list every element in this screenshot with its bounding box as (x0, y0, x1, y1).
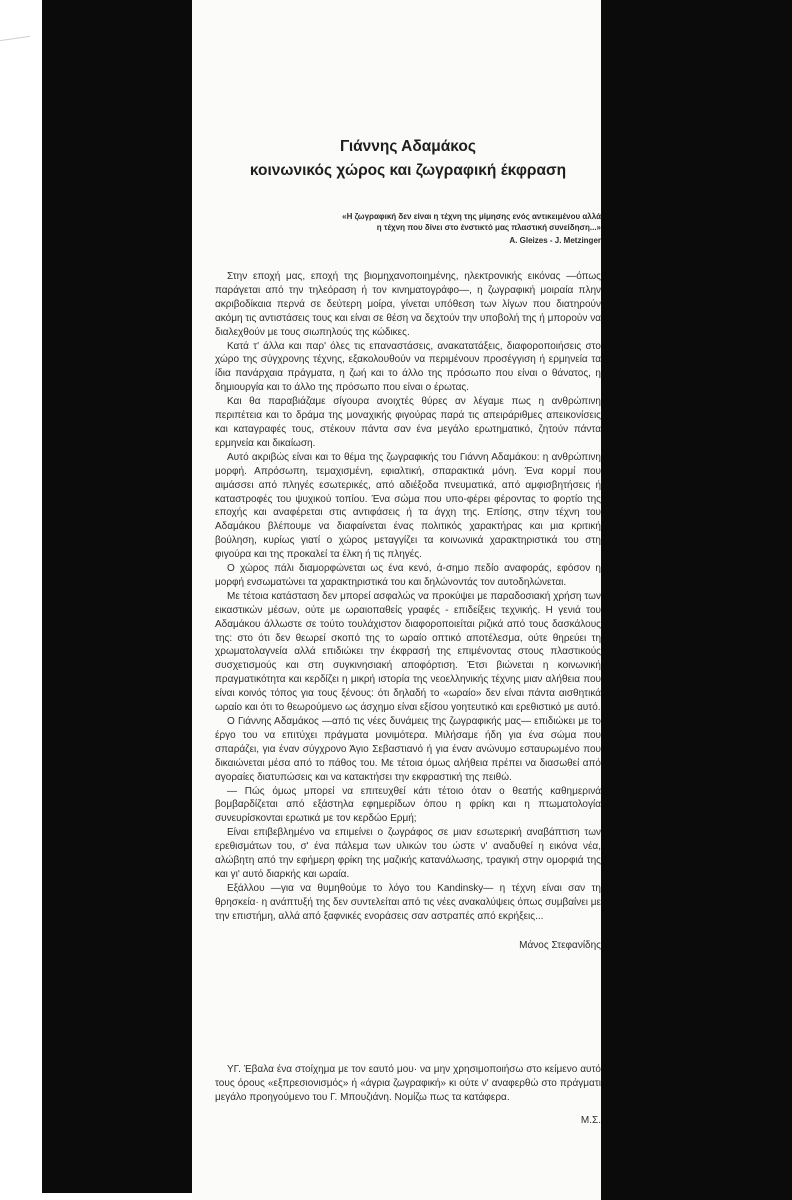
paragraph: Στην εποχή μας, εποχή της βιομηχανοποιημένης, ηλεκτρονικής εικόνας —όπως παράγεται από την τηλεόραση ή τον κινηματογράφο—, η ζωγραφική μοιραία πλην ακριβοδίκαια περνά σε δεύτερη μοίρα, γίνεται υπόθεση των λίγων που διατηρούν ακόμη τις αντιστάσεις τους και είναι σε θέση να δεχτούν την υποβολή της ή μπορούν να διαλεχθούν με τους σιωπηλούς της κώδικες. (215, 271, 601, 338)
paragraph: Και θα παραβιάζαμε σίγουρα ανοιχτές θύρες αν λέγαμε πως η ανθρώπινη περιπέτεια και το δράμα της μοναχικής φιγούρας παρά τις απειράριθμες απεικονίσεις και καταγραφές τους, στέκουν πάντα σαν ένα μεγάλο ερωτηματικό, ζητούν πάντα ερμηνεία και δικαίωση. (215, 396, 601, 449)
paragraph: Αυτό ακριβώς είναι και το θέμα της ζωγραφικής του Γιάννη Αδαμάκου: η ανθρώπινη μορφή. Απρόσωπη, τεμαχισμένη, εφιαλτική, σπαρακτικά μόνη. Ένα κορμί που αιμάσσει από πληγές εσωτερικές, από αδιέξοδα πνευματικά, από αμφισβητήσεις ή καταστροφές του ψυχικού τοπίου. Ένα σώμα που υπο-φέρει φέροντας το φορτίο της εποχής και αναφέρεται στις αντιφάσεις ή τα άγχη της. Επίσης, στην τέχνη του Αδαμάκου βλέπουμε να διαφαίνεται ένας πολιτικός χαρακτήρας και μια κριτική βούληση, κυρίως γιατί ο χώρος μεταγγίζει τα κοινωνικά χαρακτηριστικά του στη φιγούρα και της προκαλεί τα έλκη ή τις πληγές. (215, 451, 601, 561)
article-title (215, 135, 601, 183)
paragraph: — Πώς όμως μπορεί να επιτευχθεί κάτι τέτοιο όταν ο θεατής καθημερινά βομβαρδίζεται από εξάστηλα εφημερίδων όπου η φρίκη και η πτωματολογία συνευρίσκονται ερωτικά με τον κερδώο Ερμή; (215, 785, 601, 825)
paragraph: Κατά τ' άλλα και παρ' όλες τις επαναστάσεις, ανακατατάξεις, διαφοροποιήσεις στο χώρο της σύγχρονης τέχνης, εξακολουθούν να περιμένουν προσέγγιση ή ερμηνεία τα ίδια πανάρχαια πράγματα, η ζωή και το άλλο της πρόσωπο που είναι ο θάνατος, η δημιουργία και το άλλο της πρόσωπο που είναι ο έρωτας. (215, 340, 601, 394)
paragraph: Εξάλλου —για να θυμηθούμε το λόγο του Kandinsky— η τέχνη είναι σαν τη θρησκεία· η ανάπτυξή της δεν συντελείται από τις νέες ανακαλύψεις όπως συμβαίνει με την επιστήμη, αλλά από ξαφνικές ενοράσεις σαν αστραπές από εκρήξεις... (215, 882, 601, 922)
epigraph-line-1: «Η ζωγραφική δεν είναι η τέχνη της μίμησης ενός αντικειμένου αλλά (342, 212, 601, 221)
scan-mark (0, 36, 30, 41)
paragraph: Είναι επιβεβλημένο να επιμείνει ο ζωγράφος σε μιαν εσωτερική αναβάπτιση των ερεθισμάτων του, σ' ένα πάλεμα των υλικών του ώστε ν' αναδυθεί η εικόνα νέα, αλώβητη από την εφήμερη φρίκη της μαζικής κατανάλωσης, τραγική στην ομορφιά της και γι' αυτό διαρκής και ωραία. (215, 827, 601, 880)
left-black-band (42, 0, 192, 1193)
author-signature: Μάνος Στεφανίδης (519, 939, 601, 951)
postscript (215, 1063, 601, 1126)
paragraph: Ο χώρος πάλι διαμορφώνεται ως ένα κενό, ά-σημο πεδίο αναφοράς, εφόσον η μορφή ενσωματώνει τα χαρακτηριστικά του και δηλώνοντάς τον αυτοδηλώνεται. (215, 563, 601, 588)
postscript-text: ΥΓ. Έβαλα ένα στοίχημα με τον εαυτό μου· να μην χρησιμοποιήσω στο κείμενο αυτό τους όρους «εξπρεσιονισμός» ή «άγρια ζωγραφική» κι ούτε ν' αναφερθώ στο πράγματι μεγάλο προηγούμενο του Γ. Μπουζιάνη. Νομίζω πως τα κατάφερα. (215, 1064, 601, 1103)
postscript-initials: Μ.Σ. (580, 1114, 601, 1126)
article-body (215, 270, 601, 924)
epigraph-line-2: η τέχνη που δίνει στο ένστικτό μας πλαστική συνείδηση...» (376, 223, 601, 232)
paragraph: Ο Γιάννης Αδαμάκος —από τις νέες δυνάμεις της ζωγραφικής μας— επιδιώκει με το έργο του να επιτύχει πράγματα μονιμότερα. Μιλήσαμε ήδη για ένα σώμα που σπαράζει, για έναν σύγχρονο Άγιο Σεβαστιανό ή για έναν ανώνυμο εσταυρωμένο που δικαιώνεται μέσα από το πάθος του. Με τέτοια όμως αλήθεια πρέπει να διασωθεί από αγοραίες διατυπώσεις και να κατακτήσει την εκφραστική της πειθώ. (215, 716, 601, 783)
right-black-band (601, 0, 792, 1200)
paragraph: Με τέτοια κατάσταση δεν μπορεί ασφαλώς να προκύψει με παραδοσιακή χρήση των εικαστικών μέσων, ούτε με ωραιοπαθείς γραφές - επιδείξεις τεχνικής. Η γενιά του Αδαμάκου άλλωστε σε τούτο τουλάχιστον διαφοροποιείται ριζικά από τους δασκάλους της: στο ότι δεν θεωρεί σκοπό της το ωραίο οπτικό αποτέλεσμα, ούτε θηρεύει τη χρωματολαγνεία αλλά επιδιώκει την έκφρασή της επιμένοντας στους πλαστικούς συσχετισμούς και στη συγκινησιακή αποφόρτιση. Έτσι βιώνεται η κοινωνική πραγματικότητα και κερδίζει η μικρή ιστορία της νεοελληνικής τέχνης μιαν αλήθεια που είναι κοινός τόπος για τους ξένους: ότι δηλαδή το «ωραίο» δεν είναι πάντα αισθητικά ωραίο και ότι το θεωρούμενο ως άσχημο είναι εξίσου γοητευτικό και ερεθιστικό με αυτό. (215, 590, 601, 714)
epigraph-authors: A. Gleizes - J. Metzinger (509, 236, 601, 245)
title-line-1: Γιάννης Αδαμάκος (340, 138, 476, 155)
title-line-2: κοινωνικός χώρος και ζωγραφική έκφραση (249, 162, 567, 179)
epigraph (215, 211, 601, 246)
article (215, 135, 601, 951)
